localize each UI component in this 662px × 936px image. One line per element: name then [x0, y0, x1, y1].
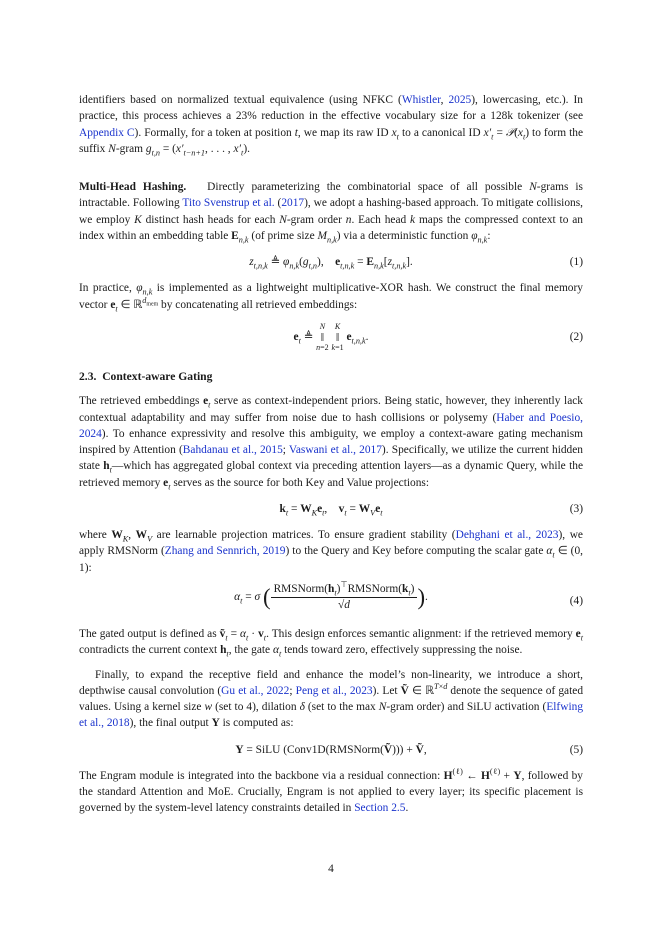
citation-tito-svenstrup[interactable]: Tito Svenstrup et al. — [182, 197, 275, 210]
equation-3: $k_t = W_Ke_t$, $v_t = W_Ve_t$ (3) — [79, 497, 583, 521]
paragraph-gated-output: The gated output is defined as ṽ$_t$ = $\alpha_t \cdot v_t$. This design enforces semantic alignment: if the retrieved memory $e_t$ contradicts the current context $h_t$, the gate $\alpha_t$ tends toward zero, effectively suppressing the noise. — [79, 627, 583, 659]
citation-bahdanau[interactable]: Bahdanau et al., 2015 — [182, 444, 283, 457]
equation-2: $e_t$ ≜ N ‖ n=2 K ‖ k=1 $e_{t,n,k}$. (2) — [79, 319, 583, 355]
citation-peng[interactable]: Peng et al., 2023 — [295, 684, 373, 697]
equation-1: $z_{t,n,k}$ ≜ $\varphi_{n,k}(g_{t,n})$, $e_{t,n,k} = E_{n,k}[z_{t,n,k}]$. (1) — [79, 250, 583, 274]
paragraph-hash: In practice, $\varphi_{n,k}$ is implemented as a lightweight multiplicative-XOR hash. We construct the final memory vector $e_t$ ∈ ℝ$^{d_{mem}}$ by concatenating all retrieved embeddings: — [79, 282, 583, 313]
citation-zhang-sennrich[interactable]: Zhang and Sennrich, 2019 — [164, 545, 286, 558]
paragraph-projection: where $W_K$, $W_V$ are learnable projection matrices. To ensure gradient stability (Dehghani et al., 2023), we apply RMSNorm (Zhang and Sennrich, 2019) to the Query and Key before computing the scalar gate $\alpha_t$ ∈ (0, 1): — [79, 529, 583, 574]
citation-elfwing[interactable]: Elfwing et al., 2018 — [79, 701, 584, 730]
citation-dehghani[interactable]: Dehghani et al., 2023 — [455, 529, 559, 542]
paragraph-nfkc: identifiers based on normalized textual equivalence (using NFKC (Whistler, 2025), lowercasing, etc.). In practice, this process achieves a 23% reduction in the effective vocabulary size for a 128k tokenizer (see Appendix C). Formally, for a token at position t, we map its raw ID $x_t$ to a canonical ID $x'_t$ = $𝒫(x_t)$ to form the suffix N-gram $g_{t,n} = (x'_{t-n+1}$, . . . , $x'_t$). — [79, 94, 584, 158]
equation-5: Y = SiLU (Conv1D(RMSNorm(Ṽ))) + Ṽ, (5) — [79, 738, 583, 762]
paragraph-heading: Multi-Head Hashing. — [79, 181, 187, 194]
citation-tito-svenstrup-year[interactable]: 2017 — [281, 197, 305, 210]
link-appendix-c[interactable]: Appendix C — [79, 126, 135, 139]
paragraph-gating: The retrieved embeddings $e_t$ serve as context-independent priors. Being static, however, they inherently lack contextual adaptability and may suffer from noise due to hash collisions or polysemy (Haber and Poesio, 2024). To enhance expressivity and resolve this ambiguity, we employ a context-aware gating mechanism inspired by Attention (Bahdanau et al., 2015; Vaswani et al., 2017). Specifically, we utilize the current hidden state $h_t—which$ has aggregated global context via preceding attention layers—as a dynamic Query, while the retrieved memory $e_t$ serves as the source for both Key and Value projections: — [79, 395, 584, 492]
link-section-2-5[interactable]: Section 2.5 — [354, 802, 406, 815]
equation-number: (1) — [569, 256, 583, 269]
section-heading: 2.3. Context-aware Gating — [79, 369, 213, 383]
page-number: 4 — [328, 863, 334, 875]
paragraph-multihead: Multi-Head Hashing. Directly parameterizing the combinatorial space of all possible N-grams is intractable. Following Tito Svenstrup et al. (2017), we adopt a hashing-based approach. To mitigate collisions, we employ K distinct hash heads for each N-gram order n. Each head k maps the compressed context to an index within an embedding table $E_{n,k}$ (of prime size $M_{n,k}$) via a deterministic function $\varphi_{n,k}$: — [79, 181, 583, 245]
paper-body — [79, 92, 583, 817]
citation-whistler[interactable]: Whistler — [401, 94, 441, 106]
citation-vaswani[interactable]: Vaswani et al., 2017 — [288, 444, 382, 457]
citation-haber-poesio[interactable]: Haber and Poesio, 2024 — [79, 411, 583, 440]
paragraph-residual: The Engram module is integrated into the backbone via a residual connection: $H^{(\ell)}$ ← $H^{(\ell)} + Y$, followed by the standard Attention and MoE. Crucially, Engram is not applied to every layer; its specific placement is governed by the system-level latency constraints detailed in Section 2.5. — [79, 766, 583, 815]
paragraph-convolution: Finally, to expand the receptive field and enhance the model’s non-linearity, we introduce a short, depthwise causal convolution (Gu et al., 2022; Peng et al., 2023). Let Ṽ ∈ ℝ$^{T\times d}$ denote the sequence of gated values. Using a kernel size w (set to 4), dilation δ (set to the max N-gram order) and SiLU activation (Elfwing et al., 2018), the final output Y is computed as: — [79, 668, 584, 730]
equation-number: (2) — [569, 330, 583, 343]
equation-4: $\alpha_t = \sigma$ ( $RMSNorm(h_t)^⊤RMSNorm(k_t)$ √d ). (4) — [79, 582, 583, 620]
equation-number: (5) — [569, 743, 583, 756]
citation-whistler-year[interactable]: 2025 — [448, 94, 472, 106]
citation-gu[interactable]: Gu et al., 2022 — [221, 684, 290, 697]
equation-number: (4) — [569, 594, 583, 607]
equation-number: (3) — [569, 503, 583, 516]
